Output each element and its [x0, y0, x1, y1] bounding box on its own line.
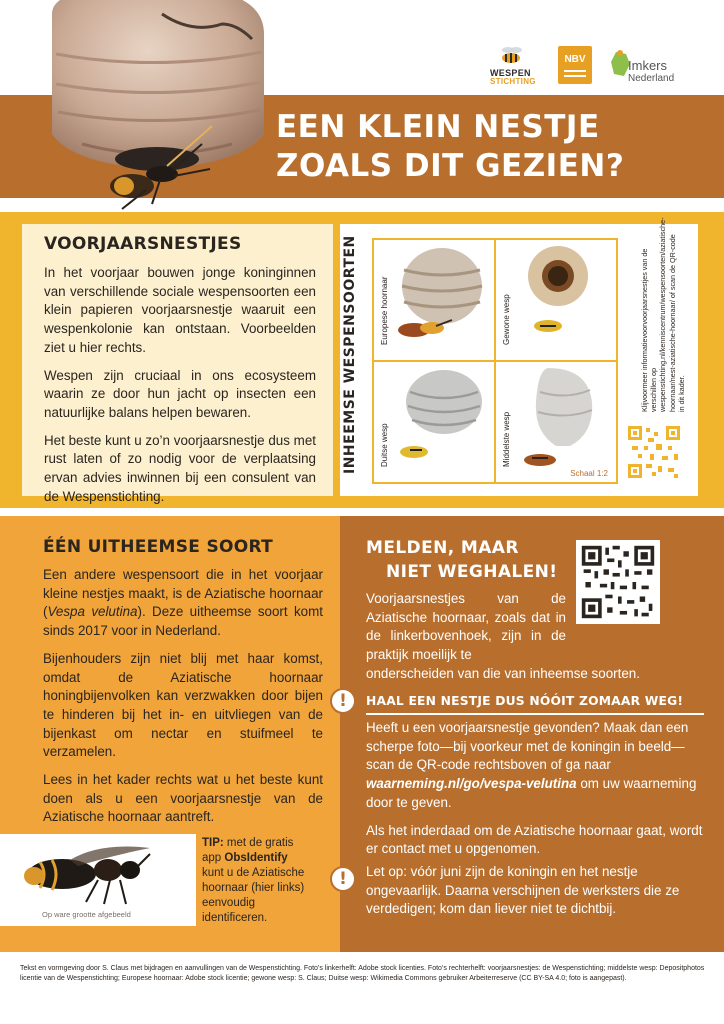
- section-divider: [0, 508, 724, 516]
- tip-text-1: met de gratis app: [202, 837, 294, 864]
- let-op-text: Let op: vóór juni zijn de koningin en het nestje ongevaarlijk. Daarna verschijnen de werksters die ze verdedigen; kom dan liever niet te dichtbij.: [366, 864, 680, 917]
- melden-p1-end: om uw waarneming door te geven.: [366, 776, 697, 810]
- inheemse-wespensoorten-panel: [340, 217, 698, 496]
- uitheems-p1-end: ). Deze uitheemse soort komt sinds 2017 voor in Nederland.: [43, 604, 323, 639]
- imkers-nederland-logo: [608, 44, 718, 86]
- asian-hornet-nest-photo: [42, 0, 272, 216]
- melden-heading: [366, 536, 566, 584]
- imkers-logo-line2: Nederland: [628, 73, 675, 84]
- cell-label-middelste-wesp: Middelste wesp: [502, 411, 511, 467]
- uitheems-paragraph-3: Lees in het kader rechts wat u het beste kunt doen als u een voorjaarsnestje van de Aziatische hoornaar aantreft.: [43, 772, 323, 825]
- cell-label-gewone-wesp: Gewone wesp: [502, 294, 511, 345]
- wespen-logo-line2: STICHTING: [490, 77, 536, 86]
- voorjaar-paragraph-3: Het beste kunt u zo’n voorjaarsnestje dus met rust laten of zo nodig voor de verplaatsing ervan advies inwinnen bij een consulent van de Wespenstichting.: [44, 432, 316, 504]
- melden-intro: Voorjaarsnestjes van de Aziatische hoornaar, zoals dat in de linkerbovenhoek, zijn in de praktijk moeilijk te: [366, 591, 566, 663]
- species-cell-middelste-wesp: [496, 362, 616, 482]
- obsidentify-tip: [202, 836, 312, 926]
- middelste-wesp-nest-image: [496, 362, 616, 482]
- side-info-note: [640, 217, 700, 412]
- duitse-wesp-nest-image: [374, 362, 494, 482]
- melden-body: [366, 719, 706, 868]
- warning-icon-2: [330, 866, 356, 892]
- qr-code-small[interactable]: [626, 424, 682, 480]
- melden-intro-continued: onderscheiden van die van inheemse soorten.: [366, 666, 640, 681]
- species-cell-duitse-wesp: [374, 362, 494, 482]
- warning-underline: [366, 713, 704, 715]
- uitheemse-soort-heading: ÉÉN UITHEEMSE SOORT: [43, 537, 274, 557]
- asian-hornet-photo-box: [0, 834, 196, 926]
- warning-icon-2-glyph: !: [339, 869, 347, 889]
- hornet-photo-caption: Op ware grootte afgebeeld: [42, 910, 131, 919]
- voorjaar-paragraph-1: In het voorjaar bouwen jonge koninginnen van verschillende sociale wespensoorten een klein papieren voorjaarsnestje waaruit een wespenkolonie kan ontstaan. Voorbeelden ziet u hier rechts.: [44, 265, 316, 355]
- voorjaarsnestjes-heading: VOORJAARSNESTJES: [44, 234, 242, 254]
- nbv-logo: [558, 46, 592, 84]
- voorjaarsnestjes-text: [44, 264, 316, 515]
- uitheems-paragraph-1: [43, 566, 323, 641]
- qr-code-waarneming[interactable]: [576, 540, 660, 624]
- credits-footer: Tekst en vormgeving door S. Claus met bijdragen en aanvullingen van de Wespenstichting. Foto’s linkerhelft: Adobe stock licenties. Foto’s rechterhelft: voorjaarsnestjes: de Wespenstichting; middelste wesp: Depositphotos licentie van de Wespenstichting; Europese hoornaar: Adobe stock licentie; gewone wesp: S. Claus; Duitse wesp: Wikimedia Commons gebruiker Arbeiterreserve (CC BY-SA 4.0; foto is aangepast).: [20, 965, 705, 982]
- melden-heading-line1: MELDEN, MAAR: [366, 538, 519, 558]
- warning-title: HAAL EEN NESTJE DUS NÓÓIT ZOMAAR WEG!: [366, 694, 684, 708]
- gewone-wesp-nest-image: [496, 240, 616, 360]
- uitheems-paragraph-2: Bijenhouders zijn niet blij met haar komst, omdat de Aziatische hoornaar honingbijenvolken kan verzwakken door bijen te hinderen bij het in- en uitvliegen van de bijenkast om nectar en stuifmeel te verzamelen.: [43, 650, 323, 760]
- wespen-logo-line1: WESPEN: [490, 68, 531, 78]
- species-grid: [372, 238, 618, 484]
- tip-label: TIP:: [202, 837, 224, 849]
- melden-p1-start: Heeft u een voorjaarsnestje gevonden? Maak dan een scherpe foto—bij voorkeur met de koningin in beeld—scan de QR-code rechtsboven of ga naar: [366, 720, 689, 773]
- melden-paragraph-2: Als het inderdaad om de Aziatische hoornaar gaat, wordt er contact met u opgenomen.: [366, 822, 703, 857]
- partner-logos: [470, 44, 720, 86]
- waarneming-link[interactable]: waarneming.nl/go/vespa-velutina: [366, 776, 577, 792]
- side-info-text: Klijvoormeer informatievoorvoorjaarsnestjes van de verschillen op wespenstichting.nl/kenniscentrum/wespensoorten/aziatische-hoornaar/nest-aziatische-hoornaar/ of scan de QR-code in dit kader.: [640, 217, 686, 412]
- uitheems-p1-start: Een andere wespensoort die in het voorjaar kleine nestjes maakt, is de Aziatische hoornaar (: [43, 567, 323, 620]
- cell-label-europese-hoornaar: Europese hoornaar: [380, 276, 389, 345]
- inheemse-vertical-title: INHEEMSE WESPENSOORTEN: [342, 235, 358, 474]
- obsidentify-app-name: ObsIdentify: [224, 852, 288, 864]
- melden-heading-line2: NIET WEGHALEN!: [386, 562, 558, 582]
- voorjaarsnestjes-panel: [22, 224, 333, 504]
- imkers-logo-line1: Imkers: [628, 58, 667, 73]
- page-title: [276, 108, 716, 186]
- wespenstichting-logo: [478, 44, 544, 84]
- europese-hoornaar-nest-image: [374, 240, 494, 360]
- asian-hornet-image: [0, 834, 196, 910]
- uitheemse-soort-text: [43, 566, 323, 836]
- tip-text-2: kunt u de Aziatische hoornaar (hier links) eenvoudig identificeren.: [202, 867, 305, 924]
- warning-icon-glyph: !: [339, 691, 347, 711]
- warning-icon: [330, 688, 356, 714]
- voorjaar-paragraph-2: Wespen zijn cruciaal in ons ecosysteem waarin ze door hun jacht op insecten een natuurlijke balans helpen bewaren.: [44, 367, 316, 420]
- title-line-1: EEN KLEIN NESTJE: [276, 109, 600, 145]
- species-cell-europese-hoornaar: [374, 240, 494, 360]
- species-cell-gewone-wesp: [496, 240, 616, 360]
- species-name-vespa-velutina: Vespa velutina: [47, 604, 138, 620]
- scale-note: Schaal 1:2: [570, 469, 608, 478]
- nbv-logo-text: NBV: [564, 54, 586, 65]
- cell-label-duitse-wesp: Duitse wesp: [380, 423, 389, 467]
- title-line-2: ZOALS DIT GEZIEN?: [276, 148, 625, 184]
- melden-paragraph-1: [366, 719, 706, 813]
